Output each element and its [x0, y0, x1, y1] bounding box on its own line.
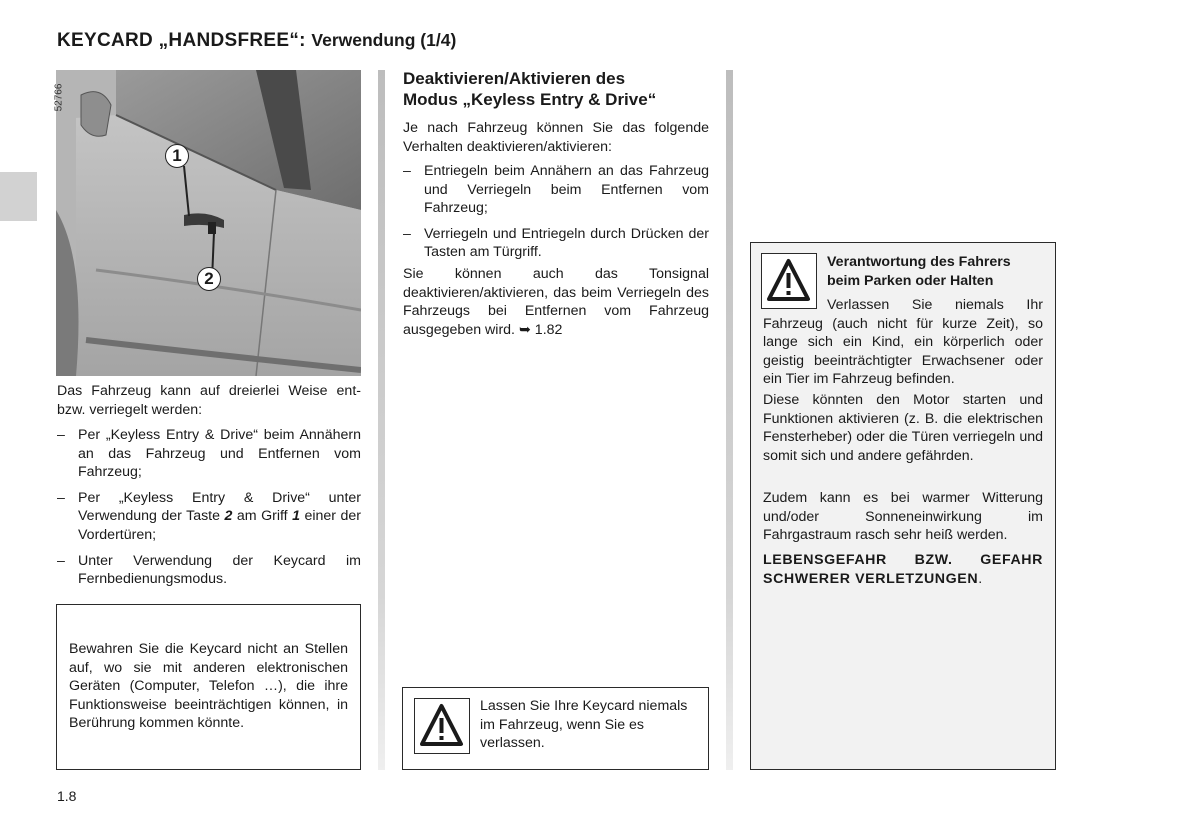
section-heading: Deaktivieren/Aktivieren des Modus „Keyless Entry & Drive“ — [403, 69, 657, 109]
list-item: – Unter Verwendung der Keycard im Fernbedienungsmodus. — [57, 552, 361, 589]
warning-paragraph-4: LEBENSGEFAHR BZW. GEFAHR SCHWERER VERLETZUNGEN. — [763, 552, 1043, 587]
warning-paragraph-3: Zudem kann es bei warmer Witterung und/oder Sonneneinwirkung im Fahrgastraum rasch sehr heiß werden. — [763, 490, 1043, 544]
column-divider-right — [726, 70, 733, 770]
list-item: – Per „Keyless Entry & Drive“ unter Verwendung der Taste 2 am Griff 1 einer der Vordertüren; — [57, 489, 361, 545]
warning-triangle-icon — [414, 698, 470, 754]
page-title-main: KEYCARD „HANDSFREE“: — [57, 30, 306, 51]
warning-paragraph-2: Diese könnten den Motor starten und Funktionen aktivieren (z. B. die elektrischen Fensterheber) oder die Türen verriegeln und somit sich und andere gefährden. — [763, 392, 1043, 464]
warning-title: Verantwortung des Fahrers beim Parken oder Halten — [827, 254, 1011, 289]
page-title — [57, 30, 456, 52]
sound-signal-paragraph: Sie können auch das Tonsignal deaktivieren/aktivieren, das beim Verriegeln des Fahrzeugs bei Entfernen vom Fahrzeug ausgegeben wird. ➥ 1.82 — [403, 266, 709, 338]
list-item: – Entriegeln beim Annähern an das Fahrzeug und Verriegeln beim Entfernen vom Fahrzeug; — [403, 162, 709, 218]
car-door-illustration — [53, 70, 361, 376]
note-text: Bewahren Sie die Keycard nicht an Stellen auf, wo sie mit anderen elektronischen Geräten (Computer, Telefon …), die ihre Funktionsweise beeinträchtigen können, in Berührung kommen könnte. — [69, 641, 348, 732]
note-box — [56, 604, 361, 770]
column-divider-left — [378, 70, 385, 770]
keycard-warning-text: Lassen Sie Ihre Keycard niemals im Fahrzeug, wenn Sie es verlassen. — [480, 698, 688, 752]
figure-code: 52766 — [53, 83, 65, 112]
lock-methods-list — [57, 426, 361, 596]
middle-intro: Je nach Fahrzeug können Sie das folgende Verhalten deaktivieren/aktivieren: — [403, 120, 709, 155]
page-reference: ➥ 1.82 — [518, 321, 563, 338]
callout-2: 2 — [197, 267, 221, 291]
behaviour-list — [403, 162, 709, 269]
chapter-tab — [0, 172, 37, 221]
page-number: 1.8 — [57, 788, 77, 804]
button-number: 2 — [224, 508, 233, 525]
callout-1: 1 — [165, 144, 189, 168]
page-title-sub: Verwendung (1/4) — [311, 30, 457, 50]
list-item: – Verriegeln und Entriegeln durch Drücken der Tasten am Türgriff. — [403, 225, 709, 262]
car-door-drawing — [53, 70, 361, 376]
keycard-warning-box — [402, 687, 709, 770]
intro-paragraph: Das Fahrzeug kann auf dreierlei Weise ent- bzw. verriegelt werden: — [57, 383, 361, 418]
handle-number: 1 — [292, 508, 300, 525]
warning-paragraph-1: Verlassen Sie niemals Ihr Fahrzeug (auch nicht für kurze Zeit), so lange sich ein Kind, ein körperlich oder geistig beeinträchtigter Erwachsener oder ein Tier im Fahrzeug befinden. — [763, 297, 1043, 388]
list-item: – Per „Keyless Entry & Drive“ beim Annähern an das Fahrzeug und Entfernen vom Fahrzeug; — [57, 426, 361, 482]
driver-responsibility-warning — [750, 242, 1056, 770]
